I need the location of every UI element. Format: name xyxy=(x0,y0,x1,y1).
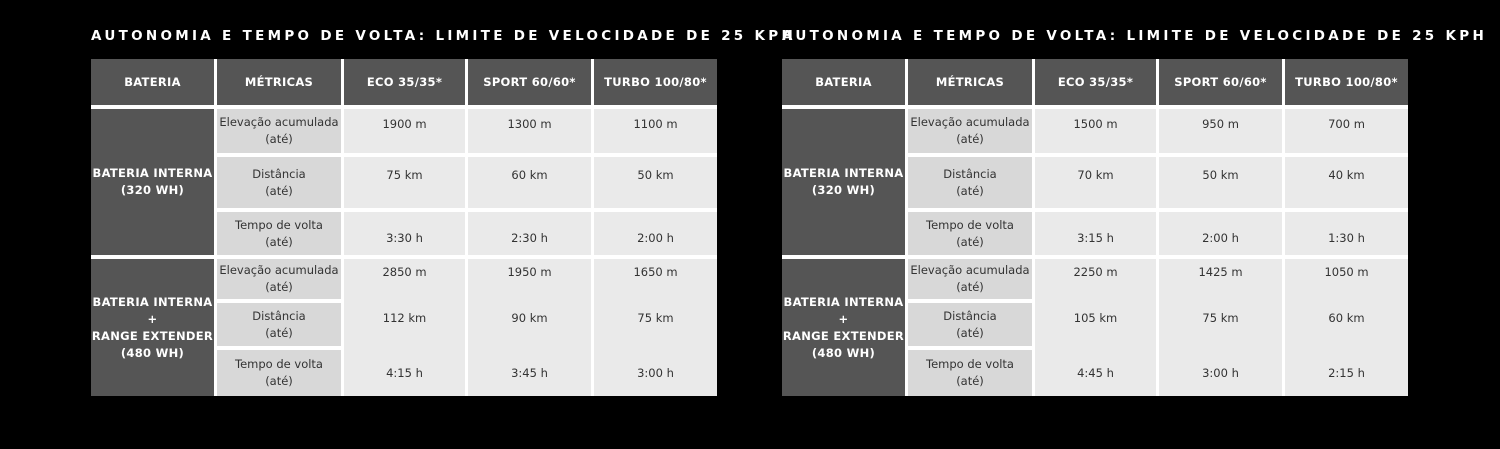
cell-text-line: Tempo de volta xyxy=(926,217,1014,232)
value-cell xyxy=(468,109,591,153)
value-text: 2250 m xyxy=(1073,265,1118,279)
value-cell xyxy=(1035,259,1156,396)
range-table xyxy=(782,59,1408,396)
column-header: MÉTRICAS xyxy=(908,59,1032,105)
cell-text-line: (até) xyxy=(956,183,984,198)
value-cell xyxy=(1159,157,1282,208)
value-text: 3:45 h xyxy=(511,366,548,380)
battery-label xyxy=(784,165,904,199)
metric-label xyxy=(926,217,1014,251)
value-cell xyxy=(1035,157,1156,208)
cell-text-line: Tempo de volta xyxy=(235,357,323,371)
metric-cell xyxy=(217,259,341,299)
cell-text-line: (até) xyxy=(265,325,293,340)
cell-text-line: Tempo de volta xyxy=(926,357,1014,371)
value-text: 1650 m xyxy=(633,265,678,279)
value-text: 75 km xyxy=(1202,311,1239,325)
cell-text-line: Elevação acumulada xyxy=(219,115,339,129)
cell-text-line: (até) xyxy=(265,374,293,388)
value-cell xyxy=(1159,259,1282,396)
metric-cell xyxy=(908,259,1032,299)
value-cell xyxy=(468,259,591,396)
metric-label xyxy=(943,308,996,342)
metric-cell xyxy=(908,157,1032,208)
cell-text-line: (320 WH) xyxy=(120,183,185,197)
value-text: 3:30 h xyxy=(386,231,423,245)
column-header: BATERIA xyxy=(782,59,905,105)
value-text: 1950 m xyxy=(507,265,552,279)
cell-text-line: (até) xyxy=(956,280,984,294)
metric-cell xyxy=(217,109,341,153)
cell-text-line: (até) xyxy=(956,234,984,249)
battery-label xyxy=(783,294,904,362)
value-cell xyxy=(594,212,717,255)
value-text: 4:15 h xyxy=(386,366,423,380)
value-text: 1900 m xyxy=(382,117,427,131)
cell-text-line: (até) xyxy=(956,132,984,146)
value-text: 60 km xyxy=(1328,311,1365,325)
value-text: 105 km xyxy=(1073,311,1118,325)
metric-cell xyxy=(217,212,341,255)
cell-text-line: + xyxy=(147,311,158,326)
metric-cell xyxy=(217,303,341,346)
value-cell xyxy=(1159,212,1282,255)
cell-text-line: BATERIA INTERNA xyxy=(92,166,213,180)
value-cell xyxy=(594,109,717,153)
value-text: 2:15 h xyxy=(1328,366,1365,380)
value-text: 1100 m xyxy=(633,117,678,131)
cell-text-line: Elevação acumulada xyxy=(910,115,1030,129)
value-cell xyxy=(1035,212,1156,255)
value-text: 2:00 h xyxy=(1202,231,1239,245)
value-cell xyxy=(1285,212,1408,255)
cell-text-line: (480 WH) xyxy=(811,345,876,360)
value-text: 2:00 h xyxy=(637,231,674,245)
table-title: AUTONOMIA E TEMPO DE VOLTA: LIMITE DE VELOCIDADE DE 25 KPH xyxy=(91,28,797,44)
column-header: TURBO 100/80* xyxy=(1285,59,1408,105)
cell-text-line: RANGE EXTENDER xyxy=(782,328,905,343)
value-text: 1425 m xyxy=(1198,265,1243,279)
value-text: 70 km xyxy=(1077,168,1114,182)
value-cell xyxy=(1285,157,1408,208)
value-cell xyxy=(468,157,591,208)
column-header: ECO 35/35* xyxy=(1035,59,1156,105)
range-table xyxy=(91,59,717,396)
value-text: 3:00 h xyxy=(1202,366,1239,380)
cell-text-line: + xyxy=(838,311,849,326)
cell-text-line: RANGE EXTENDER xyxy=(91,328,214,343)
battery-cell xyxy=(91,259,214,396)
metric-label xyxy=(235,217,323,251)
metric-label xyxy=(252,166,305,200)
metric-label xyxy=(252,308,305,342)
value-text: 700 m xyxy=(1328,117,1365,131)
value-cell xyxy=(1159,109,1282,153)
metric-label xyxy=(219,262,338,296)
metric-cell xyxy=(217,157,341,208)
metric-label xyxy=(943,166,996,200)
battery-label xyxy=(92,294,213,362)
cell-text-line: Elevação acumulada xyxy=(910,263,1030,277)
cell-text-line: Elevação acumulada xyxy=(219,263,339,277)
value-text: 75 km xyxy=(637,311,674,325)
column-header: SPORT 60/60* xyxy=(468,59,591,105)
value-cell xyxy=(594,259,717,396)
value-text: 40 km xyxy=(1328,168,1365,182)
metric-label xyxy=(910,262,1029,296)
value-text: 1500 m xyxy=(1073,117,1118,131)
cell-text-line: Distância xyxy=(252,166,306,181)
battery-cell xyxy=(782,109,905,255)
value-cell xyxy=(468,212,591,255)
value-text: 75 km xyxy=(386,168,423,182)
column-header: MÉTRICAS xyxy=(217,59,341,105)
cell-text-line: (até) xyxy=(265,280,293,294)
column-header: SPORT 60/60* xyxy=(1159,59,1282,105)
cell-text-line: (320 WH) xyxy=(811,183,876,197)
column-header: TURBO 100/80* xyxy=(594,59,717,105)
value-text: 2850 m xyxy=(382,265,427,279)
metric-cell xyxy=(908,303,1032,346)
cell-text-line: BATERIA INTERNA xyxy=(783,294,904,309)
cell-text-line: Tempo de volta xyxy=(235,217,323,232)
column-header: BATERIA xyxy=(91,59,214,105)
cell-text-line: Distância xyxy=(252,308,306,323)
value-text: 50 km xyxy=(637,168,674,182)
value-cell xyxy=(594,157,717,208)
metric-cell xyxy=(217,350,341,396)
battery-cell xyxy=(91,109,214,255)
value-cell xyxy=(1285,259,1408,396)
value-text: 950 m xyxy=(1202,117,1239,131)
value-text: 60 km xyxy=(511,168,548,182)
value-text: 4:45 h xyxy=(1077,366,1114,380)
metric-label xyxy=(235,356,323,390)
value-text: 3:15 h xyxy=(1077,231,1114,245)
cell-text-line: (até) xyxy=(265,234,293,249)
value-cell xyxy=(344,109,465,153)
value-text: 1050 m xyxy=(1324,265,1369,279)
value-text: 50 km xyxy=(1202,168,1239,182)
value-cell xyxy=(344,212,465,255)
cell-text-line: (480 WH) xyxy=(120,345,185,360)
battery-cell xyxy=(782,259,905,396)
cell-text-line: (até) xyxy=(265,183,293,198)
value-cell xyxy=(344,259,465,396)
value-cell xyxy=(344,157,465,208)
cell-text-line: BATERIA INTERNA xyxy=(92,294,213,309)
value-text: 3:00 h xyxy=(637,366,674,380)
table-title: AUTONOMIA E TEMPO DE VOLTA: LIMITE DE VELOCIDADE DE 25 KPH xyxy=(782,28,1488,44)
metric-label xyxy=(219,114,338,148)
metric-label xyxy=(910,114,1029,148)
value-text: 90 km xyxy=(511,311,548,325)
value-text: 1300 m xyxy=(507,117,552,131)
column-header: ECO 35/35* xyxy=(344,59,465,105)
cell-text-line: (até) xyxy=(956,325,984,340)
metric-cell xyxy=(908,350,1032,396)
battery-label xyxy=(93,165,213,199)
value-text: 2:30 h xyxy=(511,231,548,245)
cell-text-line: (até) xyxy=(265,132,293,146)
value-cell xyxy=(1035,109,1156,153)
metric-cell xyxy=(908,212,1032,255)
metric-cell xyxy=(908,109,1032,153)
cell-text-line: BATERIA INTERNA xyxy=(783,166,904,180)
cell-text-line: Distância xyxy=(943,308,997,323)
metric-label xyxy=(926,356,1014,390)
value-cell xyxy=(1285,109,1408,153)
cell-text-line: (até) xyxy=(956,374,984,388)
value-text: 1:30 h xyxy=(1328,231,1365,245)
value-text: 112 km xyxy=(382,311,427,325)
cell-text-line: Distância xyxy=(943,166,997,181)
